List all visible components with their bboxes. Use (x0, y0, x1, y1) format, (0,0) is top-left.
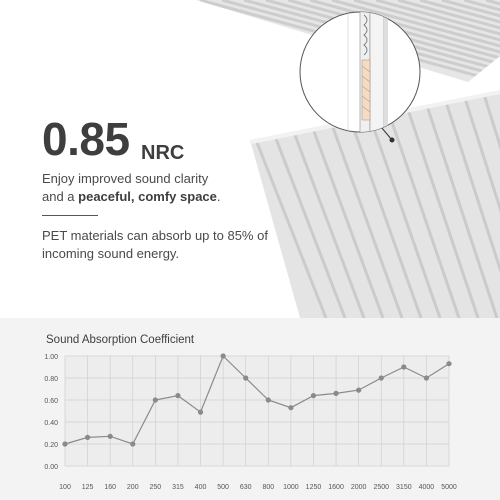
data-point (198, 410, 203, 415)
y-tick-label: 0.20 (44, 442, 58, 449)
data-point (130, 441, 135, 446)
nrc-unit: NRC (141, 142, 185, 164)
x-tick-label: 1000 (283, 484, 299, 491)
x-tick-label: 800 (262, 484, 275, 491)
benefit-line-2-pre: and a (42, 189, 79, 204)
data-point (333, 391, 338, 396)
x-tick-label: 3150 (396, 484, 412, 491)
data-point (356, 388, 361, 393)
data-point (446, 361, 451, 366)
x-tick-label: 1250 (305, 484, 322, 491)
y-tick-label: 0.80 (44, 376, 58, 383)
data-point (243, 375, 248, 380)
x-tick-label: 100 (59, 484, 71, 491)
x-tick-label: 160 (104, 484, 117, 491)
data-point (311, 393, 316, 398)
x-tick-label: 315 (172, 484, 184, 491)
data-point (221, 353, 226, 358)
data-point (424, 375, 429, 380)
chart-title: Sound Absorption Coefficient (46, 334, 195, 346)
x-tick-label: 1600 (328, 484, 344, 491)
data-point (379, 375, 384, 380)
x-tick-label: 2000 (350, 484, 367, 491)
benefit-line-2-post: . (216, 189, 221, 204)
x-tick-label: 630 (239, 484, 252, 491)
x-tick-label: 200 (126, 484, 139, 491)
data-point (85, 435, 90, 440)
x-tick-label: 4000 (418, 484, 435, 491)
x-tick-label: 500 (217, 484, 229, 491)
x-tick-label: 400 (194, 484, 207, 491)
y-tick-label: 0.00 (44, 464, 58, 471)
data-point (266, 397, 271, 402)
material-line-2: incoming sound energy. (42, 246, 180, 261)
data-point (288, 405, 293, 410)
y-tick-labels (44, 354, 58, 471)
x-tick-label: 250 (149, 484, 162, 491)
x-tick-label: 125 (81, 484, 94, 491)
data-point (108, 434, 113, 439)
data-point (175, 393, 180, 398)
data-point (62, 441, 67, 446)
x-tick-labels (59, 484, 457, 491)
x-tick-label: 2500 (373, 484, 390, 491)
benefit-line-1: Enjoy improved sound clarity (42, 171, 209, 186)
y-tick-label: 1.00 (44, 354, 58, 361)
nrc-value: 0.85 (42, 113, 130, 165)
data-point (153, 397, 158, 402)
data-point (401, 364, 406, 369)
y-tick-label: 0.60 (44, 398, 58, 405)
benefit-line-2-emphasis: peaceful, comfy space (78, 189, 217, 204)
y-tick-label: 0.40 (44, 420, 58, 427)
material-line-1: PET materials can absorb up to 85% of (42, 228, 268, 243)
x-tick-label: 5000 (441, 484, 457, 491)
